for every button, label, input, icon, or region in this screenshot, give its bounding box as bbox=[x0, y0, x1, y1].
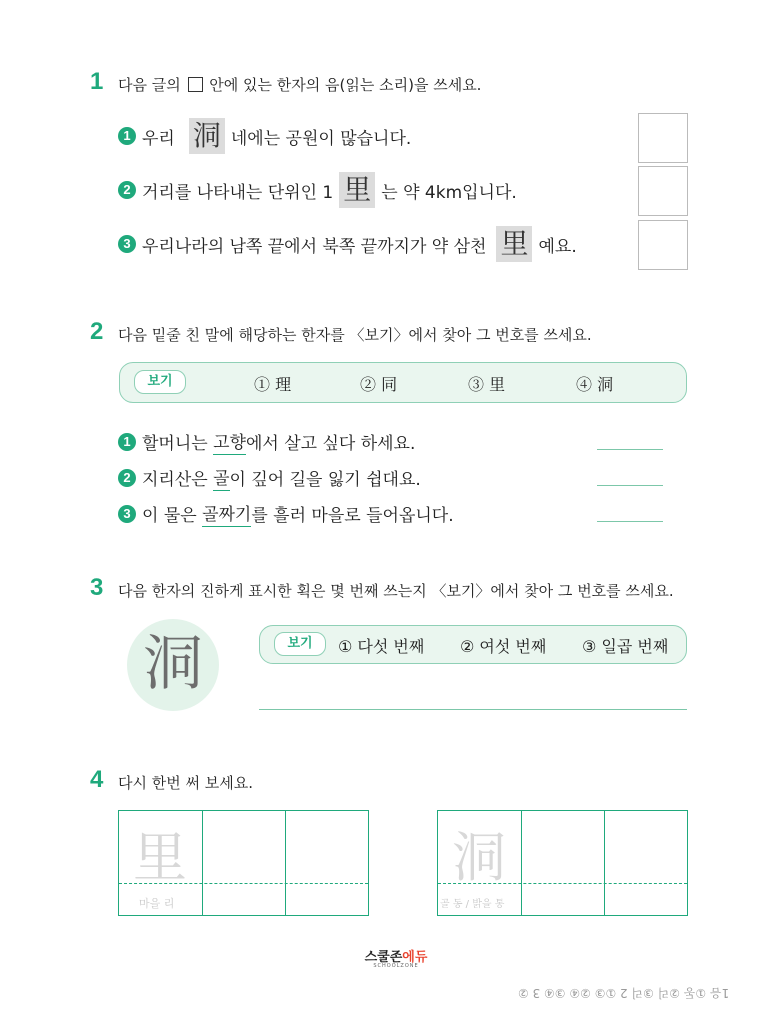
q1-answer-box-1[interactable] bbox=[638, 113, 688, 163]
q4-grid-2-write-cell-1[interactable] bbox=[522, 811, 604, 915]
q2-option-1: ① 理 bbox=[254, 375, 292, 394]
q1-item-1 bbox=[118, 118, 411, 154]
q1-item-2-hanja: 里 bbox=[339, 172, 375, 208]
q2-answer-line-2[interactable] bbox=[597, 485, 663, 486]
q1-number: 1 bbox=[90, 68, 104, 95]
q1-instruction bbox=[118, 74, 481, 95]
q1-item-3-after: 예요. bbox=[538, 236, 577, 257]
q4-grid-2 bbox=[437, 810, 688, 916]
q2-item-3-pre: 이 물은 bbox=[142, 506, 203, 526]
q3-option-2: ② 여섯 번째 bbox=[460, 637, 547, 656]
q1-item-1-hanja: 洞 bbox=[189, 118, 225, 154]
empty-square-icon bbox=[188, 77, 203, 92]
q1-item-3 bbox=[118, 226, 577, 262]
q2-item-1-number: 1 bbox=[118, 433, 136, 451]
q1-item-3-number: 3 bbox=[118, 235, 136, 253]
q1-answer-box-3[interactable] bbox=[638, 220, 688, 270]
q2-option-2: ② 同 bbox=[360, 375, 398, 394]
q4-grid-1-write-cell-2[interactable] bbox=[286, 811, 368, 915]
q1-item-1-before: 우리 bbox=[142, 128, 175, 149]
q4-grid-1-meaning: 마을 리 bbox=[139, 897, 175, 910]
logo-accent: 에듀 bbox=[402, 950, 428, 965]
publisher-logo bbox=[356, 946, 436, 969]
q1-item-2 bbox=[118, 172, 517, 208]
q3-option-1: ① 다섯 번째 bbox=[338, 637, 425, 656]
q2-item-3-number: 3 bbox=[118, 505, 136, 523]
q4-grid-1-trace-hanja: 里 bbox=[133, 826, 187, 889]
q2-item-1-underlined: 고향 bbox=[213, 428, 246, 455]
q2-item-3 bbox=[118, 500, 454, 527]
q4-grid-2-write-cell-2[interactable] bbox=[605, 811, 687, 915]
upside-down-answers: 1음 ①동 ②리 ③리 2 ①③ ②④ ③④ 3 ② bbox=[518, 986, 730, 1000]
logo-main: 스쿨존 bbox=[364, 950, 403, 965]
q2-item-1-pre: 할머니는 bbox=[142, 434, 214, 454]
q4-number: 4 bbox=[90, 766, 104, 793]
q1-item-3-before: 우리나라의 남쪽 끝에서 북쪽 끝까지가 약 삼천 bbox=[142, 236, 487, 257]
q1-instruction-post: 안에 있는 한자의 음(읽는 소리)을 쓰세요. bbox=[209, 76, 482, 94]
q2-item-3-post: 를 흘러 마을로 들어옵니다. bbox=[251, 506, 454, 526]
q2-item-2-underlined: 골 bbox=[213, 464, 229, 491]
q1-item-1-number: 1 bbox=[118, 127, 136, 145]
q3-hanja: 洞 bbox=[143, 629, 203, 699]
q4-grid-2-trace-hanja: 洞 bbox=[452, 826, 506, 889]
q2-item-2-number: 2 bbox=[118, 469, 136, 487]
q4-grid-2-meaning: 골 동 / 밝을 통 bbox=[440, 899, 505, 910]
q2-bogi-label: 보기 bbox=[134, 370, 186, 394]
q1-item-3-hanja: 里 bbox=[496, 226, 532, 262]
q2-item-2-pre: 지리산은 bbox=[142, 470, 214, 490]
q3-hanja-circle bbox=[127, 619, 219, 711]
q2-bogi-box bbox=[119, 362, 687, 403]
q2-item-3-underlined: 골짜기 bbox=[202, 500, 251, 527]
q2-number: 2 bbox=[90, 318, 104, 345]
logo-sub: SCHOOLZONE bbox=[373, 963, 419, 969]
q2-item-2-post: 이 깊어 길을 잃기 쉽대요. bbox=[229, 470, 421, 490]
q3-option-3: ③ 일곱 번째 bbox=[582, 637, 669, 656]
q3-instruction: 다음 한자의 진하게 표시한 획은 몇 번째 쓰는지 〈보기〉에서 찾아 그 번호를 쓰세요. bbox=[118, 582, 674, 600]
q2-item-1 bbox=[118, 428, 415, 455]
q1-item-2-after: 는 약 4km입니다. bbox=[381, 182, 517, 203]
q4-grid-1 bbox=[118, 810, 369, 916]
q1-instruction-pre: 다음 글의 bbox=[118, 76, 181, 94]
q1-answer-box-2[interactable] bbox=[638, 166, 688, 216]
q1-item-1-after: 네에는 공원이 많습니다. bbox=[230, 128, 412, 149]
q1-item-2-number: 2 bbox=[118, 181, 136, 199]
q1-item-2-before: 거리를 나타내는 단위인 1 bbox=[142, 182, 334, 203]
q4-instruction: 다시 한번 써 보세요. bbox=[118, 774, 253, 792]
q2-option-4: ④ 洞 bbox=[576, 375, 614, 394]
q3-bogi-label: 보기 bbox=[274, 632, 326, 656]
q2-item-2 bbox=[118, 464, 421, 491]
q2-instruction: 다음 밑줄 친 말에 해당하는 한자를 〈보기〉에서 찾아 그 번호를 쓰세요. bbox=[118, 326, 592, 344]
q2-item-1-post: 에서 살고 싶다 하세요. bbox=[245, 434, 416, 454]
q4-grid-1-write-cell-1[interactable] bbox=[203, 811, 285, 915]
q2-answer-line-1[interactable] bbox=[597, 449, 663, 450]
q3-number: 3 bbox=[90, 574, 104, 601]
q2-option-3: ③ 里 bbox=[468, 375, 506, 394]
q3-answer-line[interactable] bbox=[259, 709, 687, 710]
q3-bogi-box bbox=[259, 625, 687, 664]
q2-answer-line-3[interactable] bbox=[597, 521, 663, 522]
